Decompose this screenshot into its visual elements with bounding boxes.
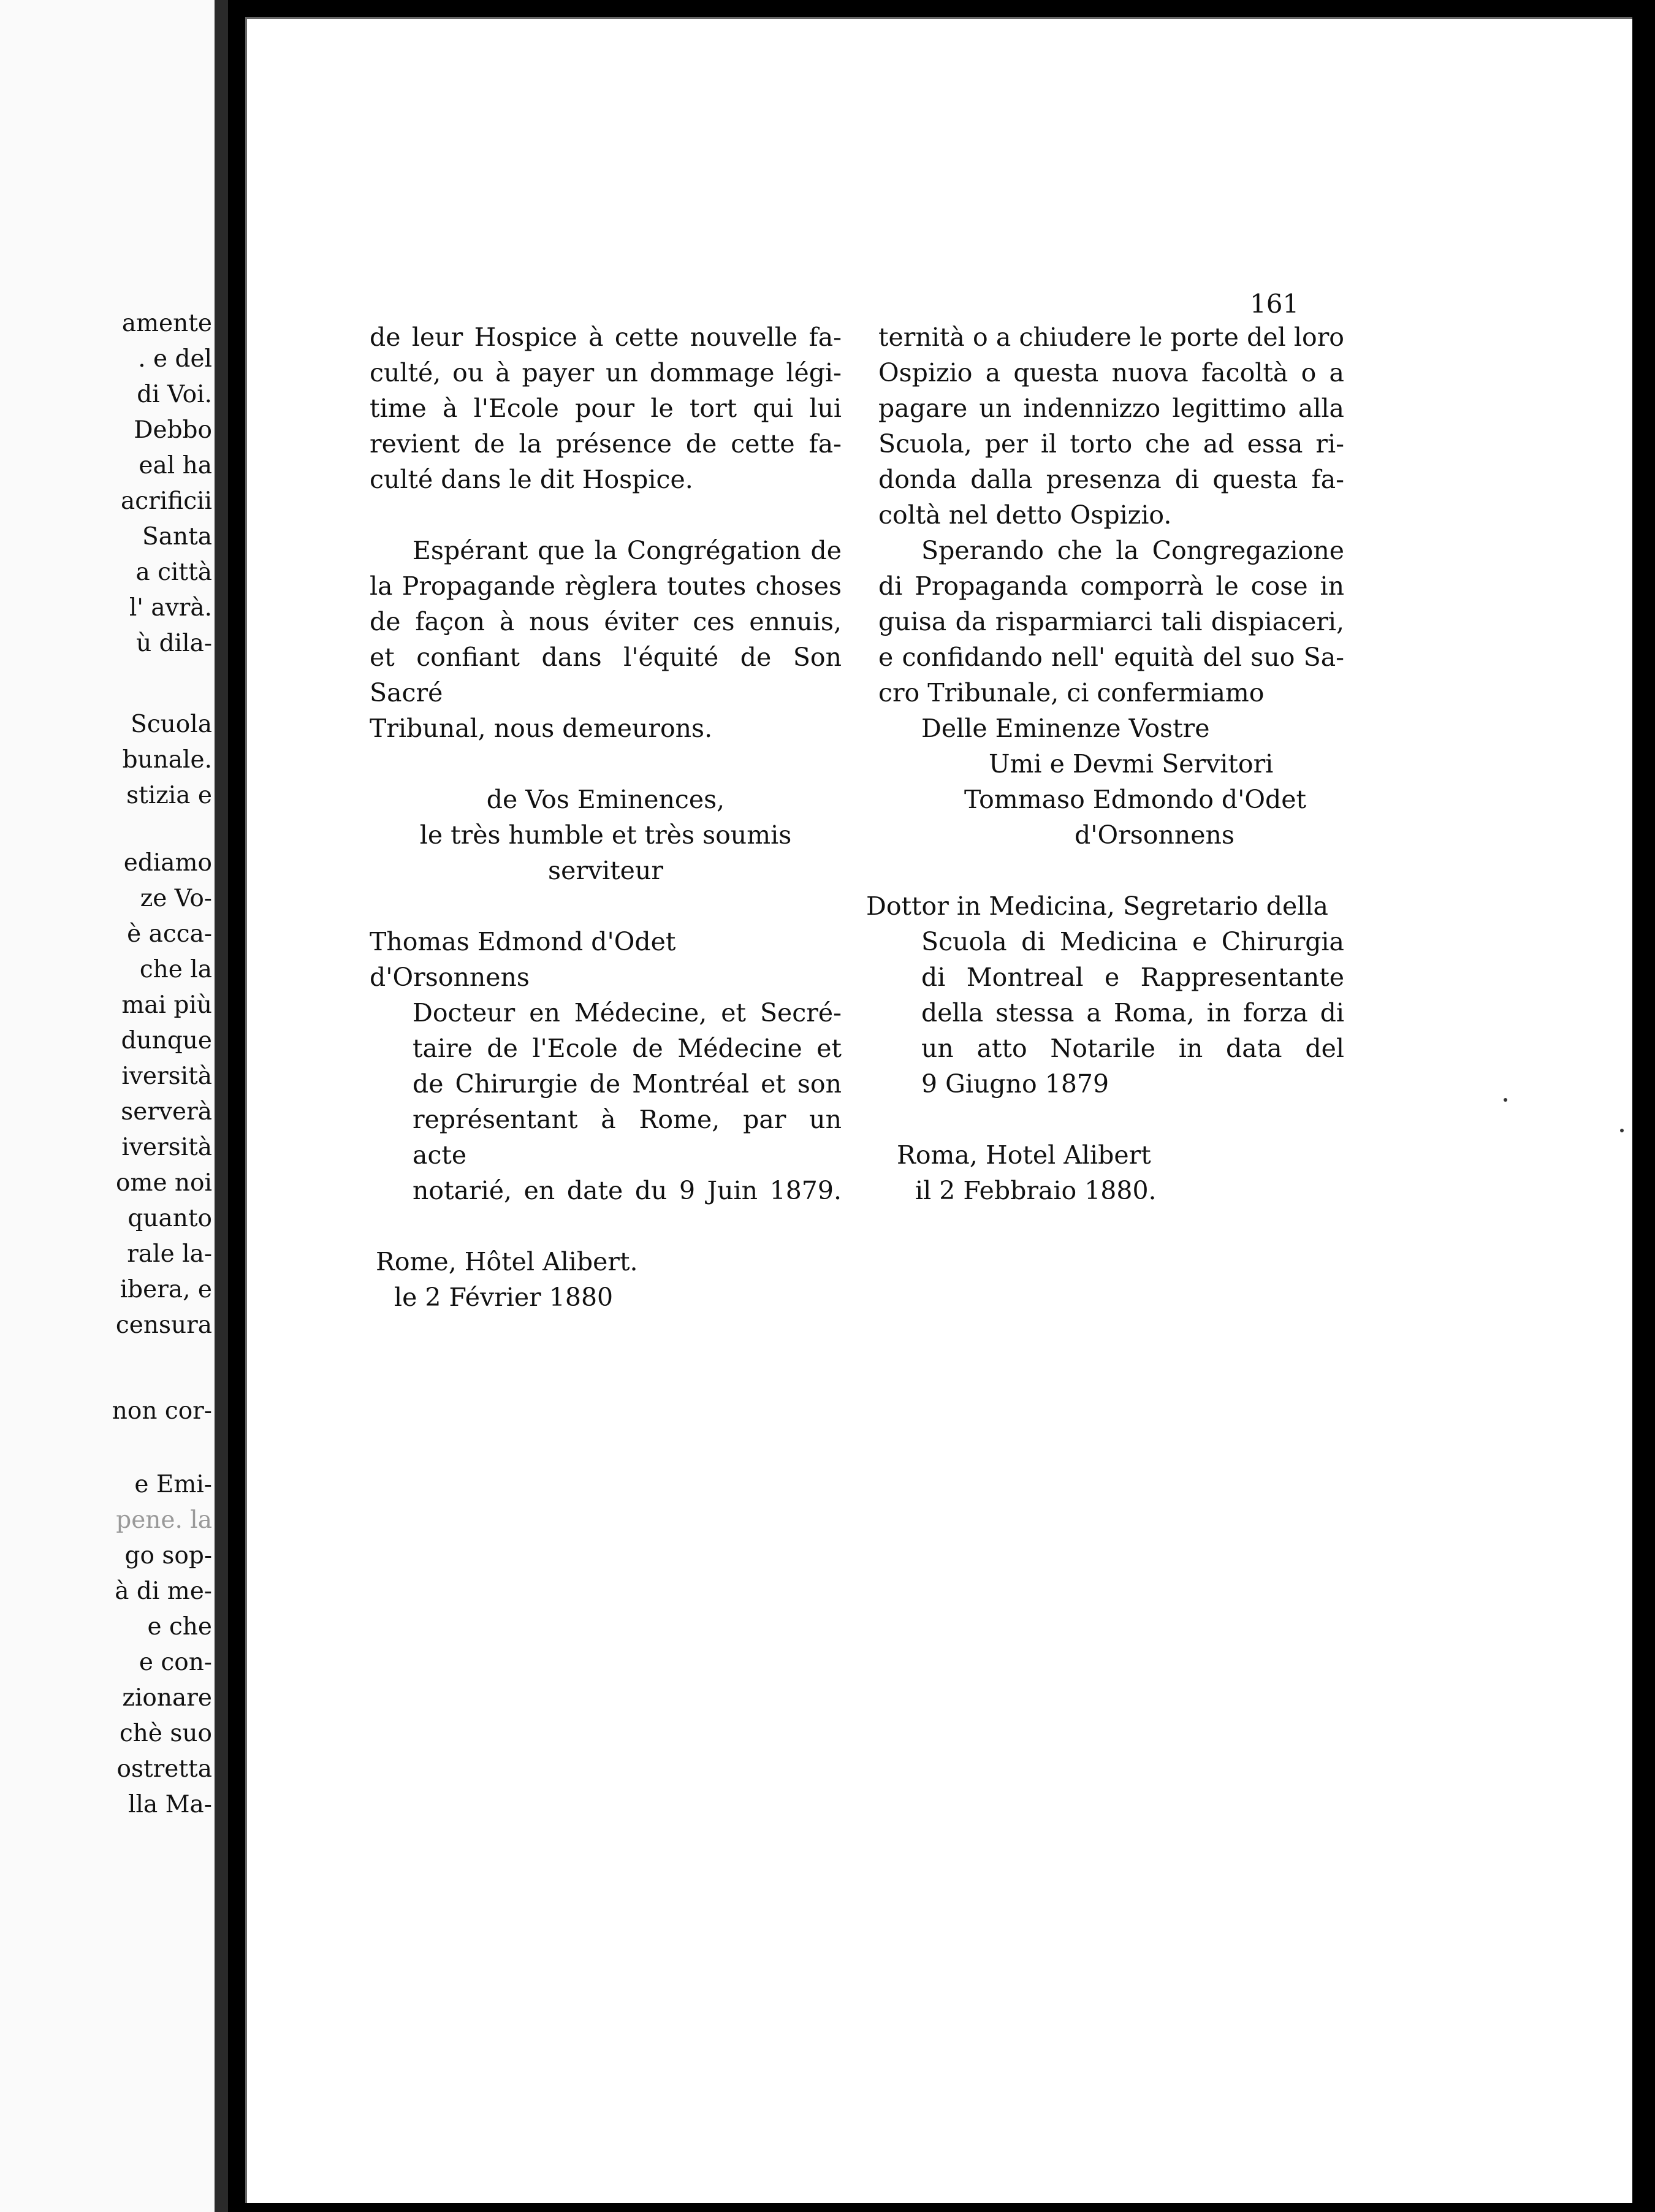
text-line: de leur Hospice à cette nouvelle fa- [370,322,842,352]
fragment-line: zionare [122,1684,212,1712]
fragment-line: ediamo [123,849,212,877]
fragment-line: pene. la [116,1506,212,1534]
fragment-line: Santa [142,523,212,551]
fragment-line: Scuola [131,711,212,738]
text-line: Scuola, per il torto che ad essa ri- [878,429,1344,459]
french-paragraph-2 [370,533,842,746]
text-line: time à l'Ecole pour le tort qui lui [370,394,842,423]
text-line: Scuola di Medicina e Chirurgia [921,927,1344,956]
text-line: 9 Giugno 1879 [921,1069,1109,1099]
text-line: culté, ou à payer un dommage légi- [370,358,842,387]
italian-signature [866,888,1344,1102]
fragment-line: lla Ma- [128,1791,212,1818]
fragment-line: a città [135,559,212,586]
french-paragraph-1 [370,319,842,497]
place: Roma, Hotel Alibert [897,1140,1151,1170]
fragment-line: chè suo [119,1720,212,1747]
fragment-line: e con- [139,1649,212,1676]
text-line: ternità o a chiudere le porte del loro [878,322,1344,352]
fragment-line: . e del [138,345,212,373]
text-line: Espérant que la Congrégation de [413,536,842,565]
text-line: donda dalla presenza di questa fa- [878,465,1344,494]
fragment-line: ze Vo- [140,885,212,912]
fragment-line: mai più [121,991,212,1019]
page-number: 161 [1250,289,1299,319]
text-line: della stessa a Roma, in forza di [921,998,1344,1028]
text-line: Docteur en Médecine, et Secré- [413,998,842,1028]
fragment-line: ibera, e [120,1276,212,1303]
text-line: un atto Notarile in data del [921,1034,1344,1063]
fragment-line: bunale. [122,746,212,774]
text-line: Tommaso Edmondo d'Odet [964,785,1307,814]
text-line: Delle Eminenze Vostre [921,714,1210,743]
date: le 2 Février 1880 [394,1283,614,1312]
fragment-line: ome noi [115,1169,212,1197]
fragment-line: à di me- [115,1577,212,1605]
fragment-line: eal ha [139,452,212,479]
italian-paragraph-1 [878,319,1344,533]
fragment-line: di Voi. [137,381,212,408]
text-line: la Propagande règlera toutes choses [370,571,842,601]
text-line: e confidando nell' equità del suo Sa- [878,643,1344,672]
fragment-line: Debbo [134,416,212,444]
fragment-line: stizia e [126,782,212,809]
facing-page-fragment [0,0,228,2212]
fragment-line: ostretta [116,1755,212,1783]
fragment-line: serverà [121,1098,212,1126]
italian-closing [878,711,1344,853]
text-line: Sperando che la Congregazione [921,536,1344,565]
text-line: cro Tribunale, ci confermiamo [878,678,1265,707]
italian-column [866,319,1344,1208]
text-line: le très humble et très soumis [419,820,792,850]
fragment-line: censura [115,1311,212,1339]
text-line: revient de la présence de cette fa- [370,429,842,459]
text-line: di Propaganda comporrà le cose in [878,571,1344,601]
fragment-line: iversità [121,1134,212,1161]
fragment-line: e che [147,1613,212,1641]
text-line: pagare un indennizzo legittimo alla [878,394,1344,423]
text-line: guisa da risparmiarci tali dispiaceri, [878,607,1344,636]
fragment-line: go sop- [124,1542,212,1569]
italian-paragraph-2 [878,533,1344,711]
text-line: de Vos Eminences, [486,785,725,814]
text-line: représentant à Rome, par un acte [413,1105,842,1170]
page-gutter-shadow [215,0,228,2212]
fragment-line: dunque [121,1027,212,1055]
fragment-line: che la [139,956,212,983]
date: il 2 Febbraio 1880. [915,1176,1157,1205]
italian-place-date [878,1137,1344,1208]
fragment-line: non cor- [112,1397,212,1425]
fragment-line: iversità [121,1062,212,1090]
scan-speck [1620,1129,1624,1132]
text-line: culté dans le dit Hospice. [370,465,693,494]
text-line: d'Orsonnens [1075,820,1235,850]
text-line: taire de l'Ecole de Médecine et [413,1034,842,1063]
french-column [370,319,842,1315]
fragment-line: acrificii [120,487,212,515]
french-closing [370,782,842,888]
fragment-line: rale la- [127,1240,212,1268]
page-161 [245,17,1632,2203]
text-line: di Montreal e Rappresentante [921,963,1344,992]
fragment-line: e Emi- [134,1471,212,1498]
text-line: Ospizio a questa nuova facoltà o a [878,358,1344,387]
text-line: Tribunal, nous demeurons. [370,714,713,743]
text-line: et confiant dans l'équité de Son Sacré [370,643,842,707]
fragment-line: l' avrà. [129,594,212,622]
scan-speck [1504,1098,1507,1102]
text-line: de façon à nous éviter ces ennuis, [370,607,842,636]
signatory-name: Thomas Edmond d'Odet d'Orsonnens [370,927,676,992]
fragment-line: ù dila- [136,630,212,657]
text-line: notarié, en date du 9 Juin 1879. [413,1176,842,1205]
text-line: coltà nel detto Ospizio. [878,500,1172,530]
text-line: serviteur [548,856,663,885]
text-line: Umi e Devmi Servitori [989,749,1274,779]
fragment-line: amente [121,310,212,337]
french-place-date [370,1244,842,1315]
place: Rome, Hôtel Alibert. [376,1247,638,1276]
text-line: Dottor in Medicina, Segretario della [866,891,1328,921]
fragment-line: è acca- [127,920,212,948]
text-line: de Chirurgie de Montréal et son [413,1069,842,1099]
fragment-line: quanto [127,1205,212,1232]
french-signature [370,924,842,1208]
